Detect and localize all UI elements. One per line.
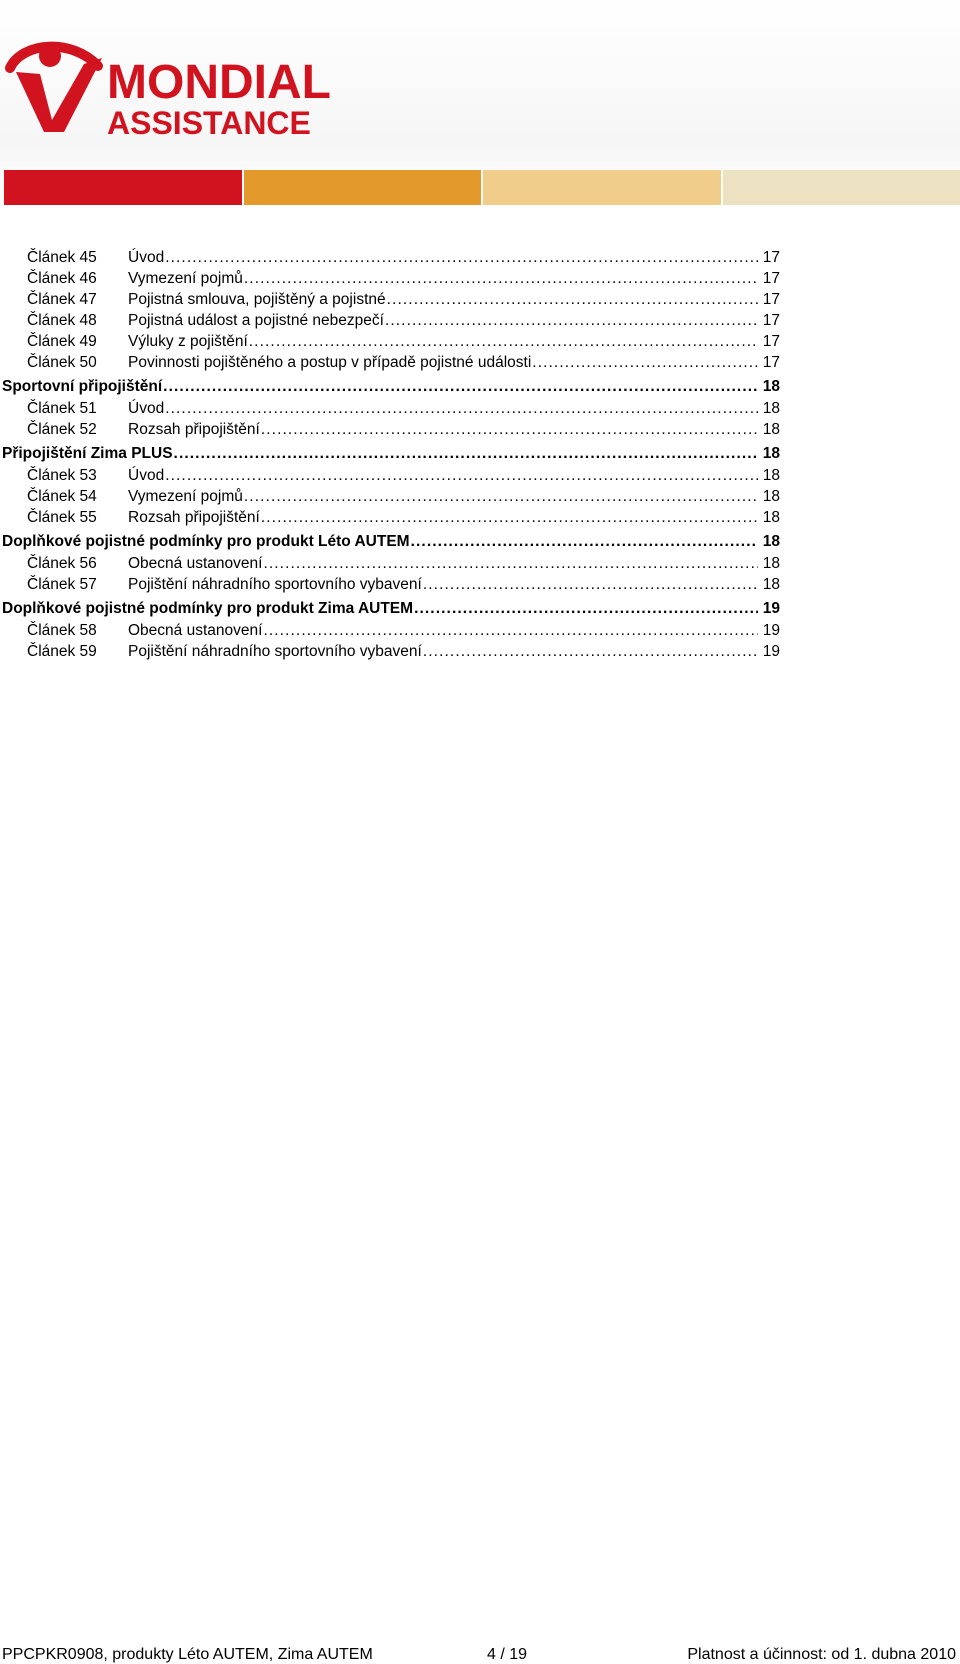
toc-page-number: 17 [762, 354, 780, 371]
mondial-assistance-logo [2, 28, 357, 138]
table-of-contents [0, 247, 780, 662]
toc-page-number: 17 [762, 270, 780, 287]
toc-article-entry[interactable] [0, 641, 780, 662]
toc-article-entry[interactable] [0, 331, 780, 352]
toc-article-number: Článek 58 [27, 622, 97, 639]
toc-entry-title: Vymezení pojmů [128, 488, 243, 505]
toc-article-entry[interactable] [0, 419, 780, 440]
toc-page-number: 18 [762, 555, 780, 572]
toc-entry-title: Doplňkové pojistné podmínky pro produkt Léto AUTEM [2, 533, 410, 550]
toc-article-number: Článek 51 [27, 400, 97, 417]
toc-article-number: Článek 55 [27, 509, 97, 526]
toc-entry-title: Úvod [128, 467, 165, 484]
logo-word-2: ASSISTANCE [107, 105, 311, 138]
toc-page-number: 17 [762, 333, 780, 350]
toc-article-number: Článek 48 [27, 312, 97, 329]
toc-entry-title: Obecná ustanovení [128, 622, 263, 639]
toc-entry-title: Pojištění náhradního sportovního vybavení [128, 576, 422, 593]
footer-validity: Platnost a účinnost: od 1. dubna 2010 [687, 1646, 956, 1663]
toc-dot-leader [413, 597, 758, 620]
toc-dot-leader [243, 486, 758, 507]
toc-page-number: 18 [762, 488, 780, 505]
toc-page-number: 18 [762, 467, 780, 484]
toc-dot-leader [260, 507, 758, 528]
toc-article-number: Článek 57 [27, 576, 97, 593]
toc-article-entry[interactable] [0, 553, 780, 574]
color-segment [244, 170, 482, 205]
toc-article-number: Článek 47 [27, 291, 97, 308]
toc-page-number: 18 [762, 421, 780, 438]
toc-entry-title: Obecná ustanovení [128, 555, 263, 572]
toc-dot-leader [260, 419, 758, 440]
header-color-bar [4, 170, 960, 205]
toc-page-number: 18 [762, 576, 780, 593]
toc-section-entry[interactable] [0, 442, 780, 465]
toc-page-number: 18 [762, 533, 780, 550]
footer-page-number: 4 / 19 [487, 1646, 528, 1663]
toc-entry-title: Úvod [128, 400, 165, 417]
toc-dot-leader [422, 641, 758, 662]
toc-article-number: Článek 53 [27, 467, 97, 484]
toc-entry-title: Doplňkové pojistné podmínky pro produkt Zima AUTEM [2, 600, 414, 617]
toc-page-number: 19 [762, 622, 780, 639]
toc-section-entry[interactable] [0, 597, 780, 620]
toc-article-entry[interactable] [0, 574, 780, 595]
toc-dot-leader [164, 465, 758, 486]
toc-section-entry[interactable] [0, 530, 780, 553]
toc-article-entry[interactable] [0, 268, 780, 289]
toc-article-number: Článek 56 [27, 555, 97, 572]
toc-article-entry[interactable] [0, 352, 780, 373]
logo-word-1: MONDIAL [107, 56, 331, 109]
toc-article-entry[interactable] [0, 620, 780, 641]
toc-dot-leader [243, 268, 758, 289]
toc-dot-leader [262, 553, 758, 574]
color-segment [723, 170, 960, 205]
toc-dot-leader [410, 530, 758, 553]
toc-dot-leader [162, 375, 758, 398]
toc-article-entry[interactable] [0, 310, 780, 331]
toc-article-entry[interactable] [0, 486, 780, 507]
toc-entry-title: Sportovní připojištění [2, 378, 163, 395]
toc-article-number: Článek 54 [27, 488, 97, 505]
toc-page-number: 18 [762, 400, 780, 417]
toc-dot-leader [248, 331, 758, 352]
toc-entry-title: Rozsah připojištění [128, 509, 260, 526]
toc-article-number: Článek 50 [27, 354, 97, 371]
toc-article-entry[interactable] [0, 247, 780, 268]
toc-entry-title: Vymezení pojmů [128, 270, 243, 287]
toc-article-entry[interactable] [0, 465, 780, 486]
footer-document-code: PPCPKR0908, produkty Léto AUTEM, Zima AUTEM [2, 1646, 373, 1663]
toc-dot-leader [384, 310, 758, 331]
toc-page-number: 18 [762, 378, 780, 395]
toc-article-entry[interactable] [0, 507, 780, 528]
toc-dot-leader [531, 352, 758, 373]
toc-article-number: Článek 49 [27, 333, 97, 350]
toc-section-entry[interactable] [0, 375, 780, 398]
toc-article-number: Článek 59 [27, 643, 97, 660]
page-footer [0, 1645, 960, 1664]
toc-entry-title: Rozsah připojištění [128, 421, 260, 438]
toc-entry-title: Připojištění Zima PLUS [2, 445, 173, 462]
toc-entry-title: Povinnosti pojištěného a postup v případě pojistné události [128, 354, 532, 371]
toc-dot-leader [164, 247, 758, 268]
toc-dot-leader [386, 289, 758, 310]
toc-dot-leader [164, 398, 758, 419]
toc-page-number: 17 [762, 312, 780, 329]
toc-entry-title: Pojistná smlouva, pojištěný a pojistné [128, 291, 386, 308]
color-segment [4, 170, 242, 205]
toc-page-number: 19 [762, 643, 780, 660]
toc-article-number: Článek 45 [27, 249, 97, 266]
toc-page-number: 19 [762, 600, 780, 617]
toc-article-number: Článek 46 [27, 270, 97, 287]
toc-dot-leader [173, 442, 758, 465]
toc-page-number: 17 [762, 249, 780, 266]
logo-emblem-icon [10, 45, 102, 132]
toc-entry-title: Výluky z pojištění [128, 333, 248, 350]
toc-entry-title: Pojistná událost a pojistné nebezpečí [128, 312, 384, 329]
toc-page-number: 17 [762, 291, 780, 308]
toc-article-entry[interactable] [0, 398, 780, 419]
toc-dot-leader [262, 620, 758, 641]
color-segment [483, 170, 721, 205]
toc-article-number: Článek 52 [27, 421, 97, 438]
toc-entry-title: Úvod [128, 249, 165, 266]
page-header [0, 0, 960, 205]
toc-entry-title: Pojištění náhradního sportovního vybavení [128, 643, 422, 660]
toc-page-number: 18 [762, 509, 780, 526]
toc-dot-leader [422, 574, 758, 595]
toc-page-number: 18 [762, 445, 780, 462]
toc-article-entry[interactable] [0, 289, 780, 310]
